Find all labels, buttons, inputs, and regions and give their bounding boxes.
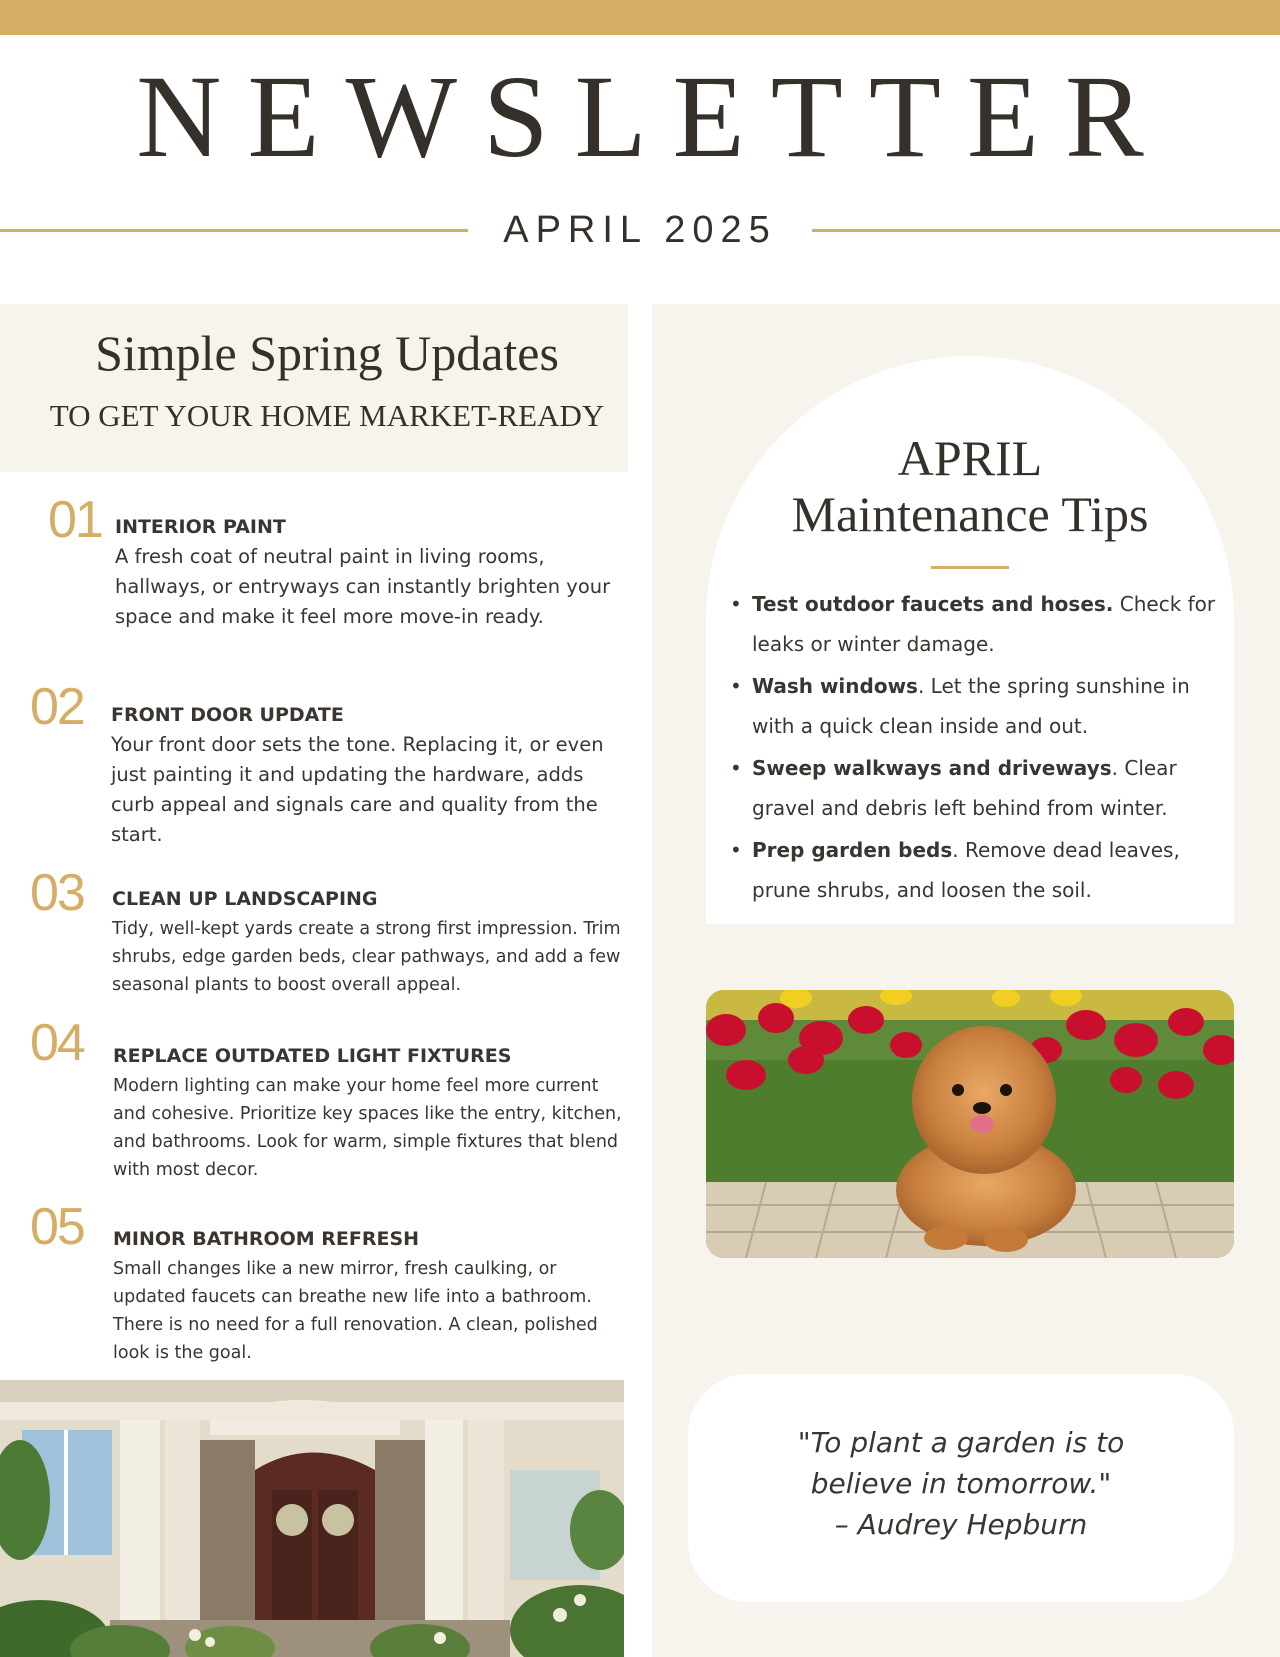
- tip-heading: MINOR BATHROOM REFRESH: [113, 1228, 420, 1250]
- tip-body: Modern lighting can make your home feel more current and cohesive. Prioritize key spaces like the entry, kitchen, and bathrooms. Look for warm, simple fixtures that blend with most decor.: [113, 1076, 622, 1180]
- tip-lead: Sweep walkways and driveways: [752, 756, 1112, 780]
- tip-body: A fresh coat of neutral paint in living rooms, hallways, or entryways can instantly brighten your space and make it feel more move-in ready.: [115, 545, 611, 628]
- spring-updates-header: [0, 304, 628, 472]
- quote-author: – Audrey Hepburn: [834, 1508, 1088, 1541]
- tip-heading: FRONT DOOR UPDATE: [111, 704, 344, 726]
- tip-heading: INTERIOR PAINT: [115, 516, 286, 538]
- spring-updates-title: Simple Spring Updates: [95, 325, 559, 381]
- list-item: [728, 666, 1224, 746]
- list-item: [728, 584, 1224, 664]
- date-row: [0, 205, 1280, 255]
- list-item: [728, 748, 1224, 828]
- tip-lead: Wash windows: [752, 674, 918, 698]
- house-front-illustration: [0, 1380, 624, 1657]
- tip-body: Your front door sets the tone. Replacing it, or even just painting it and updating the hardware, adds curb appeal and signals care and quality from the start.: [111, 733, 604, 846]
- maintenance-title-rule: [931, 566, 1009, 569]
- tip-detail: . Remove dead leaves, prune shrubs, and loosen the soil.: [752, 838, 1180, 902]
- top-accent-bar: [0, 0, 1280, 35]
- issue-date: APRIL 2025: [503, 209, 777, 251]
- tip-detail: . Clear gravel and debris left behind from winter.: [752, 756, 1177, 820]
- tip-body: Small changes like a new mirror, fresh caulking, or updated faucets can breathe new life into a bathroom. There is no need for a full renovation. A clean, polished look is the goal.: [113, 1259, 598, 1363]
- tip-detail: Check for leaks or winter damage.: [752, 592, 1216, 656]
- tip-lead: Prep garden beds: [752, 838, 953, 862]
- quote-line: "To plant a garden is to: [797, 1426, 1125, 1459]
- date-divider-right: [812, 229, 1280, 232]
- maintenance-tips-list: [728, 584, 1224, 912]
- quote-line: believe in tomorrow.": [810, 1467, 1112, 1500]
- tip-heading: REPLACE OUTDATED LIGHT FIXTURES: [113, 1045, 512, 1067]
- maintenance-tips-title: [706, 430, 1234, 542]
- tip-detail: . Let the spring sunshine in with a quick clean inside and out.: [752, 674, 1190, 738]
- spring-updates-subtitle: TO GET YOUR HOME MARKET-READY: [49, 398, 605, 433]
- tip-number: 04: [30, 1014, 84, 1072]
- tip-body: Tidy, well-kept yards create a strong first impression. Trim shrubs, edge garden beds, clear pathways, and add a few seasonal plants to boost overall appeal.: [112, 919, 621, 995]
- tip-number: 05: [30, 1198, 84, 1256]
- list-item: [728, 830, 1224, 910]
- tip-heading: CLEAN UP LANDSCAPING: [112, 888, 378, 910]
- quote-text: [688, 1422, 1234, 1545]
- maintenance-title-line2: Maintenance Tips: [791, 486, 1149, 542]
- pomeranian-tulips-photo: [706, 990, 1234, 1258]
- pomeranian-illustration: [706, 990, 1234, 1258]
- maintenance-title-line1: APRIL: [897, 430, 1043, 486]
- tip-number: 01: [48, 491, 102, 549]
- tip-number: 03: [30, 864, 84, 922]
- house-front-photo: [0, 1380, 624, 1657]
- newsletter-title: NEWSLETTER: [136, 51, 1170, 182]
- tip-number: 02: [30, 678, 84, 736]
- tip-lead: Test outdoor faucets and hoses.: [752, 592, 1114, 616]
- date-divider-left: [0, 229, 468, 232]
